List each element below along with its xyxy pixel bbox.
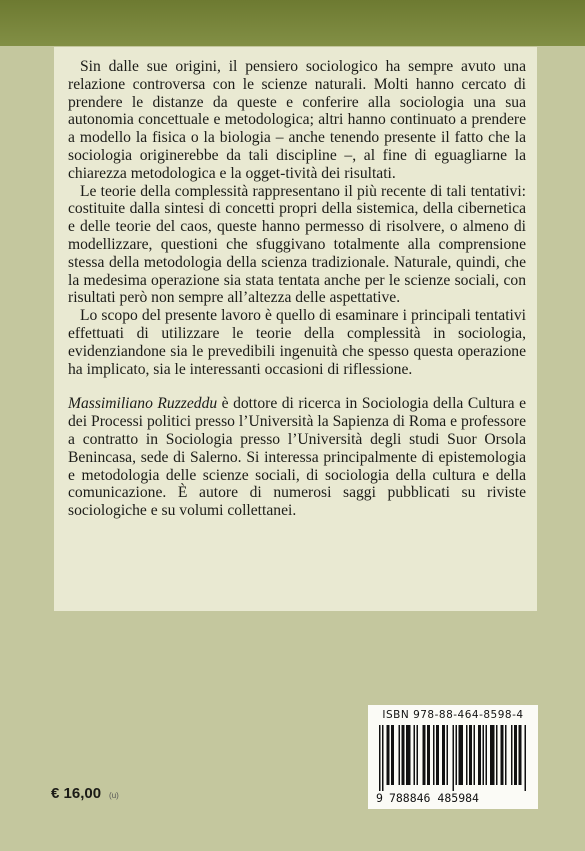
synopsis-paragraph-1: Sin dalle sue origini, il pensiero sociologico ha sempre avuto una relazione controversa con le scienze naturali. Molti hanno cercato di prendere le distanze da queste e conferire alla sociologia una sua autonomia concettuale e metodologica; altri hanno continuato a prendere a modello la fisica o la biologia – anche tenendo presente il fatto che la sociologia originerebbe da tali discipline –, al fine di eguagliarne la chiarezza metodologica e la ogget-tività dei risultati.: [68, 58, 526, 182]
barcode-bar: [501, 725, 503, 785]
barcode-bar: [391, 725, 393, 785]
barcode-bar: [469, 725, 471, 785]
top-color-band: [0, 0, 585, 46]
barcode-bar: [393, 725, 395, 785]
barcode-bar: [423, 725, 425, 785]
barcode-bar: [379, 725, 381, 791]
barcode-bar: [525, 725, 527, 791]
barcode-digit-first: 9: [376, 791, 383, 805]
barcode-bar: [460, 725, 462, 785]
barcode-bar: [442, 725, 444, 785]
barcode-bar: [382, 725, 384, 791]
barcode-bar: [511, 725, 513, 785]
barcode-bar: [516, 725, 518, 785]
price-tag: [51, 785, 119, 802]
back-cover-text: [68, 58, 526, 520]
barcode-bar: [478, 725, 480, 785]
barcode-bar: [433, 725, 435, 785]
barcode-bar: [447, 725, 449, 785]
price-note: (u): [109, 791, 119, 800]
price-value: € 16,00: [51, 785, 102, 802]
barcode-bar: [519, 725, 521, 785]
barcode-digits: [376, 791, 532, 805]
barcode-bar: [496, 725, 498, 785]
barcode-bar: [493, 725, 495, 785]
barcode-bar: [466, 725, 468, 785]
barcode-bar: [403, 725, 405, 785]
barcode-bar: [436, 725, 438, 785]
barcode-bar: [424, 725, 426, 785]
barcode-bar: [388, 725, 390, 785]
synopsis-paragraph-2: Le teorie della complessità rappresentano il più recente di tali tentativi: costituite dalla sintesi di concetti propri della sistemica, della cibernetica e delle teorie del caos, queste hanno permesso di risolvere, o almeno di modellizzare, questioni che sfuggivano totalmente alla comprensione stessa della metodologia della scienza tradizionale. Naturale, quindi, che la medesima operazione sia stata tentata anche per le scienze sociali, con risultati però non sempre all’altezza delle aspettative.: [68, 182, 526, 307]
barcode-bar: [444, 725, 446, 785]
barcode-bar: [505, 725, 507, 785]
barcode-bar: [462, 725, 464, 785]
barcode-bar: [453, 725, 455, 791]
barcode-bar: [414, 725, 416, 785]
barcode-bar: [408, 725, 410, 785]
barcode-bar: [483, 725, 485, 785]
barcode-bar: [456, 725, 458, 785]
barcode-bar: [486, 725, 488, 785]
barcode-bar: [402, 725, 404, 785]
barcode-bar: [520, 725, 522, 785]
barcode-bar: [429, 725, 431, 785]
barcode-bar: [474, 725, 476, 785]
barcode-bar: [480, 725, 482, 785]
barcode-bar: [514, 725, 516, 785]
barcode-bar: [399, 725, 401, 785]
barcode-bar: [492, 725, 494, 785]
barcode-bar: [387, 725, 389, 785]
isbn-barcode-box: [368, 705, 538, 809]
barcode-bar: [427, 725, 429, 785]
author-bio-text: è dottore di ricerca in Sociologia della Cultura e dei Processi politici presso l’Università la Sapienza di Roma e professore a contratto in Sociologia presso l’Università degli studi Suor Orsola Benincasa, sede di Salerno. Si interessa principalmente di epistemologia e metodologia delle scienze sociali, di sociologia della cultura e della comunicazione. È autore di numerosi saggi pubblicati su riviste sociologiche e su volumi collettanei.: [68, 395, 526, 520]
barcode-bar: [438, 725, 440, 785]
barcode-bar: [471, 725, 473, 785]
barcode-digits-left: 788846: [388, 791, 431, 805]
barcode-bar: [409, 725, 411, 785]
barcode-bar: [406, 725, 408, 785]
author-name: Massimiliano Ruzzeddu: [68, 395, 218, 413]
author-bio: [68, 395, 526, 520]
barcode-bar: [490, 725, 492, 785]
isbn-label: ISBN 978-88-464-8598-4: [382, 709, 524, 721]
synopsis-paragraph-3: Lo scopo del presente lavoro è quello di esaminare i principali tentativi effettuati di utilizzare le teorie della complessità in sociologia, evidenziandone sia le prevedibili ingenuità che spesso questa operazione ha implicato, sia le interessanti occasioni di riflessione.: [68, 307, 526, 378]
ean13-barcode-icon: [379, 725, 527, 791]
barcode-digits-right: 485984: [437, 791, 479, 805]
barcode-bar: [502, 725, 504, 785]
barcode-bar: [417, 725, 419, 785]
barcode-bar: [459, 725, 461, 785]
